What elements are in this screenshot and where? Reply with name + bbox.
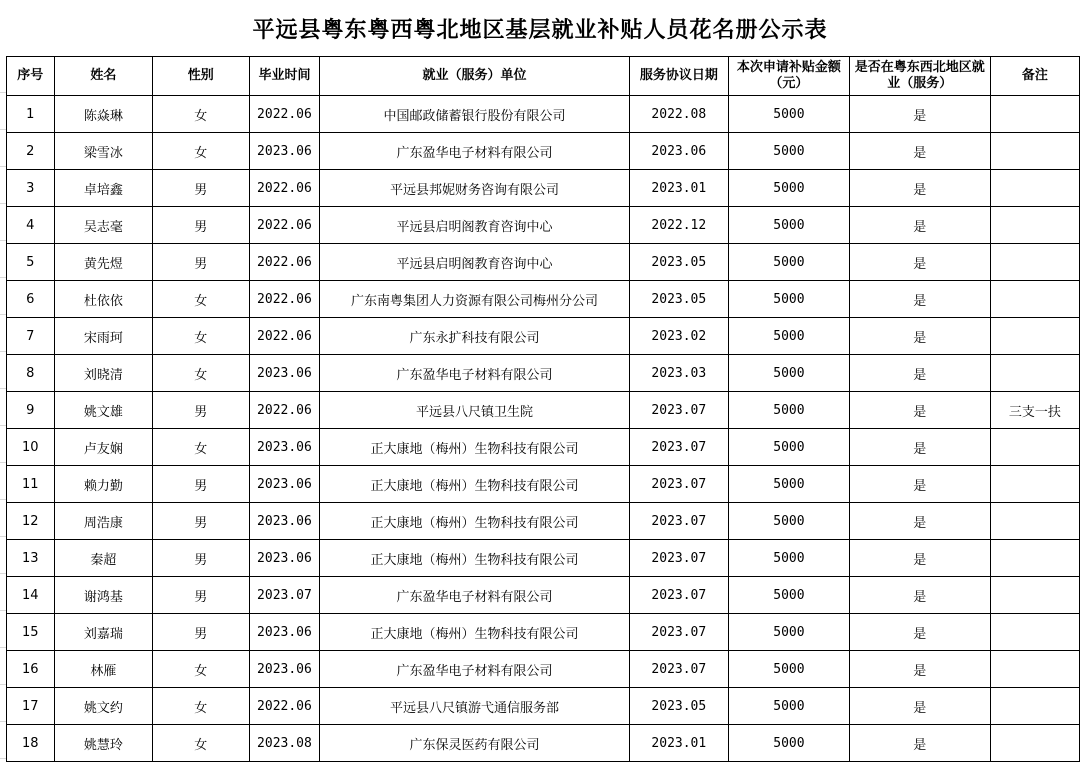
cell-region[interactable]: 是 — [849, 725, 990, 762]
cell-amount[interactable]: 5000 — [729, 281, 850, 318]
cell-region[interactable]: 是 — [849, 429, 990, 466]
cell-gender[interactable]: 男 — [153, 577, 250, 614]
cell-region[interactable]: 是 — [849, 688, 990, 725]
cell-agreement[interactable]: 2022.08 — [629, 96, 729, 133]
cell-gender[interactable]: 女 — [153, 725, 250, 762]
cell-grad[interactable]: 2023.08 — [249, 725, 320, 762]
cell-note[interactable] — [990, 429, 1079, 466]
cell-amount[interactable]: 5000 — [729, 355, 850, 392]
cell-note[interactable] — [990, 281, 1079, 318]
cell-note[interactable] — [990, 466, 1079, 503]
cell-name[interactable]: 刘晓清 — [54, 355, 152, 392]
cell-amount[interactable]: 5000 — [729, 207, 850, 244]
cell-agreement[interactable]: 2023.07 — [629, 466, 729, 503]
table-row — [7, 577, 1080, 614]
table-row — [7, 614, 1080, 651]
cell-region[interactable]: 是 — [849, 170, 990, 207]
cell-grad[interactable]: 2022.06 — [249, 281, 320, 318]
cell-grad[interactable]: 2022.06 — [249, 392, 320, 429]
cell-region[interactable]: 是 — [849, 133, 990, 170]
cell-name[interactable]: 陈焱琳 — [54, 96, 152, 133]
cell-grad[interactable]: 2023.06 — [249, 614, 320, 651]
cell-gender[interactable]: 女 — [153, 651, 250, 688]
sheet-title: 平远县粤东粤西粤北地区基层就业补贴人员花名册公示表 — [252, 16, 828, 43]
cell-amount[interactable]: 5000 — [729, 503, 850, 540]
cell-grad[interactable]: 2023.06 — [249, 651, 320, 688]
table-row — [7, 96, 1080, 133]
cell-name[interactable]: 姚文约 — [54, 688, 152, 725]
cell-note[interactable] — [990, 503, 1079, 540]
cell-grad[interactable]: 2023.06 — [249, 540, 320, 577]
cell-grad[interactable]: 2023.06 — [249, 355, 320, 392]
cell-unit[interactable]: 中国邮政储蓄银行股份有限公司 — [320, 96, 629, 133]
cell-region[interactable]: 是 — [849, 355, 990, 392]
cell-region[interactable]: 是 — [849, 614, 990, 651]
cell-gender[interactable]: 男 — [153, 170, 250, 207]
table-row — [7, 429, 1080, 466]
cell-name[interactable]: 秦超 — [54, 540, 152, 577]
cell-agreement[interactable]: 2023.03 — [629, 355, 729, 392]
cell-name[interactable]: 林雁 — [54, 651, 152, 688]
cell-unit[interactable]: 正大康地（梅州）生物科技有限公司 — [320, 466, 629, 503]
cell-unit[interactable]: 广东南粤集团人力资源有限公司梅州分公司 — [320, 281, 629, 318]
cell-region[interactable]: 是 — [849, 651, 990, 688]
cell-name[interactable]: 刘嘉瑞 — [54, 614, 152, 651]
cell-region[interactable]: 是 — [849, 540, 990, 577]
cell-note[interactable] — [990, 540, 1079, 577]
cell-agreement[interactable]: 2023.07 — [629, 392, 729, 429]
cell-grad[interactable]: 2022.06 — [249, 318, 320, 355]
cell-region[interactable]: 是 — [849, 281, 990, 318]
cell-agreement[interactable]: 2023.06 — [629, 133, 729, 170]
table-row — [7, 281, 1080, 318]
header-agreement[interactable]: 服务协议日期 — [629, 57, 729, 96]
cell-name[interactable]: 吴志毫 — [54, 207, 152, 244]
cell-region[interactable]: 是 — [849, 244, 990, 281]
cell-name[interactable]: 卢友娴 — [54, 429, 152, 466]
cell-unit[interactable]: 广东盈华电子材料有限公司 — [320, 577, 629, 614]
table-row — [7, 392, 1080, 429]
cell-grad[interactable]: 2023.06 — [249, 429, 320, 466]
header-name[interactable]: 姓名 — [54, 57, 152, 96]
cell-name[interactable]: 周浩康 — [54, 503, 152, 540]
cell-note[interactable] — [990, 244, 1079, 281]
cell-name[interactable]: 卓培鑫 — [54, 170, 152, 207]
header-region[interactable]: 是否在粤东西北地区就业（服务） — [849, 57, 990, 96]
cell-region[interactable]: 是 — [849, 577, 990, 614]
cell-gender[interactable]: 女 — [153, 688, 250, 725]
cell-seq[interactable]: 14 — [7, 577, 55, 614]
cell-agreement[interactable]: 2023.07 — [629, 540, 729, 577]
cell-gender[interactable]: 男 — [153, 540, 250, 577]
cell-gender[interactable]: 女 — [153, 429, 250, 466]
cell-unit[interactable]: 正大康地（梅州）生物科技有限公司 — [320, 503, 629, 540]
cell-name[interactable]: 杜依依 — [54, 281, 152, 318]
cell-amount[interactable]: 5000 — [729, 614, 850, 651]
cell-seq[interactable]: 11 — [7, 466, 55, 503]
cell-name[interactable]: 赖力勤 — [54, 466, 152, 503]
cell-seq[interactable]: 10 — [7, 429, 55, 466]
cell-name[interactable]: 梁雪冰 — [54, 133, 152, 170]
cell-amount[interactable]: 5000 — [729, 688, 850, 725]
cell-note[interactable] — [990, 651, 1079, 688]
cell-seq[interactable]: 6 — [7, 281, 55, 318]
cell-amount[interactable]: 5000 — [729, 540, 850, 577]
table-row — [7, 207, 1080, 244]
cell-unit[interactable]: 广东盈华电子材料有限公司 — [320, 651, 629, 688]
cell-note[interactable] — [990, 355, 1079, 392]
cell-region[interactable]: 是 — [849, 318, 990, 355]
cell-grad[interactable]: 2022.06 — [249, 170, 320, 207]
cell-gender[interactable]: 男 — [153, 207, 250, 244]
table-row — [7, 725, 1080, 762]
cell-agreement[interactable]: 2023.07 — [629, 614, 729, 651]
cell-name[interactable]: 黄先煜 — [54, 244, 152, 281]
cell-seq[interactable]: 5 — [7, 244, 55, 281]
cell-gender[interactable]: 女 — [153, 318, 250, 355]
cell-grad[interactable]: 2022.06 — [249, 688, 320, 725]
cell-amount[interactable]: 5000 — [729, 577, 850, 614]
table-row — [7, 503, 1080, 540]
cell-seq[interactable]: 7 — [7, 318, 55, 355]
header-unit[interactable]: 就业（服务）单位 — [320, 57, 629, 96]
header-note[interactable]: 备注 — [990, 57, 1079, 96]
table-row — [7, 133, 1080, 170]
cell-amount[interactable]: 5000 — [729, 725, 850, 762]
cell-note[interactable] — [990, 207, 1079, 244]
cell-amount[interactable]: 5000 — [729, 133, 850, 170]
cell-unit[interactable]: 平远县启明阁教育咨询中心 — [320, 244, 629, 281]
cell-grad[interactable]: 2023.06 — [249, 503, 320, 540]
cell-seq[interactable]: 2 — [7, 133, 55, 170]
cell-note[interactable] — [990, 133, 1079, 170]
cell-agreement[interactable]: 2023.01 — [629, 725, 729, 762]
cell-amount[interactable]: 5000 — [729, 170, 850, 207]
cell-agreement[interactable]: 2023.01 — [629, 170, 729, 207]
cell-seq[interactable]: 12 — [7, 503, 55, 540]
cell-grad[interactable]: 2022.06 — [249, 244, 320, 281]
cell-gender[interactable]: 男 — [153, 614, 250, 651]
cell-region[interactable]: 是 — [849, 392, 990, 429]
cell-agreement[interactable]: 2023.07 — [629, 577, 729, 614]
cell-grad[interactable]: 2023.06 — [249, 133, 320, 170]
cell-seq[interactable]: 4 — [7, 207, 55, 244]
cell-note[interactable] — [990, 170, 1079, 207]
table-row — [7, 170, 1080, 207]
cell-gender[interactable]: 男 — [153, 392, 250, 429]
cell-amount[interactable]: 5000 — [729, 466, 850, 503]
cell-seq[interactable]: 8 — [7, 355, 55, 392]
cell-gender[interactable]: 女 — [153, 355, 250, 392]
cell-amount[interactable]: 5000 — [729, 651, 850, 688]
cell-grad[interactable]: 2023.07 — [249, 577, 320, 614]
cell-seq[interactable]: 9 — [7, 392, 55, 429]
table-row — [7, 540, 1080, 577]
cell-agreement[interactable]: 2023.05 — [629, 281, 729, 318]
cell-seq[interactable]: 13 — [7, 540, 55, 577]
header-gender[interactable]: 性别 — [153, 57, 250, 96]
cell-unit[interactable]: 平远县八尺镇游弋通信服务部 — [320, 688, 629, 725]
header-grad[interactable]: 毕业时间 — [249, 57, 320, 96]
cell-unit[interactable]: 平远县邦妮财务咨询有限公司 — [320, 170, 629, 207]
cell-name[interactable]: 谢鸿基 — [54, 577, 152, 614]
cell-gender[interactable]: 女 — [153, 133, 250, 170]
cell-grad[interactable]: 2022.06 — [249, 96, 320, 133]
table-body — [7, 96, 1080, 762]
cell-agreement[interactable]: 2023.07 — [629, 503, 729, 540]
cell-name[interactable]: 宋雨珂 — [54, 318, 152, 355]
cell-gender[interactable]: 女 — [153, 281, 250, 318]
cell-gender[interactable]: 男 — [153, 503, 250, 540]
cell-agreement[interactable]: 2023.07 — [629, 651, 729, 688]
cell-seq[interactable]: 3 — [7, 170, 55, 207]
cell-unit[interactable]: 广东保灵医药有限公司 — [320, 725, 629, 762]
cell-note[interactable] — [990, 725, 1079, 762]
cell-unit[interactable]: 平远县启明阁教育咨询中心 — [320, 207, 629, 244]
cell-unit[interactable]: 广东永扩科技有限公司 — [320, 318, 629, 355]
cell-grad[interactable]: 2022.06 — [249, 207, 320, 244]
cell-name[interactable]: 姚慧玲 — [54, 725, 152, 762]
cell-note[interactable] — [990, 688, 1079, 725]
cell-unit[interactable]: 正大康地（梅州）生物科技有限公司 — [320, 540, 629, 577]
cell-agreement[interactable]: 2023.07 — [629, 429, 729, 466]
table-row — [7, 318, 1080, 355]
cell-seq[interactable]: 16 — [7, 651, 55, 688]
table-row — [7, 466, 1080, 503]
cell-agreement[interactable]: 2022.12 — [629, 207, 729, 244]
cell-amount[interactable]: 5000 — [729, 429, 850, 466]
cell-seq[interactable]: 17 — [7, 688, 55, 725]
cell-seq[interactable]: 1 — [7, 96, 55, 133]
cell-unit[interactable]: 正大康地（梅州）生物科技有限公司 — [320, 614, 629, 651]
cell-gender[interactable]: 男 — [153, 244, 250, 281]
header-row — [7, 57, 1080, 96]
cell-agreement[interactable]: 2023.05 — [629, 688, 729, 725]
cell-unit[interactable]: 广东盈华电子材料有限公司 — [320, 355, 629, 392]
cell-amount[interactable]: 5000 — [729, 318, 850, 355]
roster-table — [6, 56, 1080, 762]
cell-agreement[interactable]: 2023.02 — [629, 318, 729, 355]
cell-note[interactable]: 三支一扶 — [990, 392, 1079, 429]
cell-unit[interactable]: 广东盈华电子材料有限公司 — [320, 133, 629, 170]
cell-note[interactable] — [990, 577, 1079, 614]
cell-region[interactable]: 是 — [849, 207, 990, 244]
cell-note[interactable] — [990, 96, 1079, 133]
cell-unit[interactable]: 平远县八尺镇卫生院 — [320, 392, 629, 429]
cell-region[interactable]: 是 — [849, 466, 990, 503]
table-row — [7, 355, 1080, 392]
cell-note[interactable] — [990, 614, 1079, 651]
table-row — [7, 244, 1080, 281]
cell-agreement[interactable]: 2023.05 — [629, 244, 729, 281]
cell-gender[interactable]: 女 — [153, 96, 250, 133]
table-row — [7, 651, 1080, 688]
cell-seq[interactable]: 15 — [7, 614, 55, 651]
cell-name[interactable]: 姚文雄 — [54, 392, 152, 429]
cell-region[interactable]: 是 — [849, 96, 990, 133]
cell-grad[interactable]: 2023.06 — [249, 466, 320, 503]
cell-amount[interactable]: 5000 — [729, 96, 850, 133]
cell-seq[interactable]: 18 — [7, 725, 55, 762]
header-seq[interactable]: 序号 — [7, 57, 55, 96]
cell-amount[interactable]: 5000 — [729, 392, 850, 429]
cell-gender[interactable]: 男 — [153, 466, 250, 503]
table-row — [7, 688, 1080, 725]
cell-region[interactable]: 是 — [849, 503, 990, 540]
header-amount[interactable]: 本次申请补贴金额（元） — [729, 57, 850, 96]
cell-note[interactable] — [990, 318, 1079, 355]
cell-amount[interactable]: 5000 — [729, 244, 850, 281]
cell-unit[interactable]: 正大康地（梅州）生物科技有限公司 — [320, 429, 629, 466]
table-container — [6, 56, 1080, 769]
